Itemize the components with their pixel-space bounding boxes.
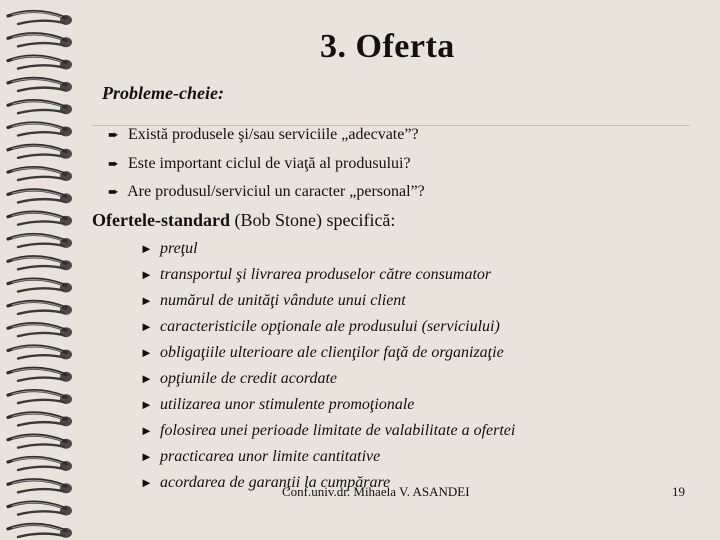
list-item — [140, 370, 337, 388]
spiral-binding — [0, 0, 90, 540]
question-2 — [108, 155, 411, 173]
binding-ring — [8, 123, 72, 137]
list-item — [140, 344, 504, 362]
triangle-right-icon: ► — [140, 371, 153, 386]
binding-ring — [8, 502, 72, 516]
list-item — [140, 266, 491, 284]
triangle-right-icon: ► — [140, 475, 153, 490]
list-item — [140, 448, 380, 466]
list-item — [140, 318, 500, 336]
slide-subtitle: Probleme-cheie: — [102, 83, 224, 103]
binding-ring — [8, 324, 72, 338]
binding-ring — [8, 368, 72, 382]
question-1 — [108, 126, 419, 144]
list-item-text: obligaţiile ulterioare ale clienţilor faţă de organizaţie — [160, 344, 504, 361]
binding-ring — [8, 413, 72, 427]
list-item-text: folosirea unei perioade limitate de valabilitate a ofertei — [160, 422, 516, 439]
binding-ring — [8, 346, 72, 360]
list-item-text: utilizarea unor stimulente promoţionale — [160, 396, 415, 413]
binding-ring — [8, 524, 72, 538]
binding-ring — [8, 145, 72, 159]
binding-ring — [8, 480, 72, 494]
binding-ring — [8, 301, 72, 315]
binding-ring — [8, 11, 72, 25]
arrow-right-icon: ➨ — [108, 127, 119, 142]
list-item-text: numărul de unităţi vândute unui client — [160, 292, 406, 309]
list-item-text: transportul şi livrarea produselor către consumator — [160, 266, 492, 283]
list-item-text: acordarea de garanţii la cumpărare — [160, 474, 391, 491]
slide-title: 3. Oferta — [320, 28, 455, 65]
binding-ring — [8, 56, 72, 70]
binding-ring — [8, 234, 72, 248]
question-text: Este important ciclul de viaţă al produsului? — [128, 155, 411, 172]
triangle-right-icon: ► — [140, 397, 153, 412]
binding-ring — [8, 257, 72, 271]
binding-ring — [8, 457, 72, 471]
binding-ring — [8, 435, 72, 449]
list-item-text: preţul — [160, 240, 198, 257]
triangle-right-icon: ► — [140, 241, 153, 256]
triangle-right-icon: ► — [140, 319, 153, 334]
heading-rest: (Bob Stone) specifică: — [229, 210, 396, 230]
question-text: Are produsul/serviciul un caracter „personal”? — [127, 183, 425, 200]
triangle-right-icon: ► — [140, 345, 153, 360]
list-item — [140, 396, 414, 414]
binding-ring — [8, 279, 72, 293]
footer-author: Conf.univ.dr. Mihaela V. ASANDEI — [282, 484, 470, 499]
triangle-right-icon: ► — [140, 423, 153, 438]
triangle-right-icon: ► — [140, 267, 153, 282]
question-3 — [108, 183, 425, 201]
binding-ring — [8, 168, 72, 182]
binding-ring — [8, 212, 72, 226]
binding-ring — [8, 101, 72, 115]
list-item-text: practicarea unor limite cantitative — [160, 448, 381, 465]
section-heading — [92, 210, 395, 231]
triangle-right-icon: ► — [140, 449, 153, 464]
binding-ring — [8, 78, 72, 92]
binding-ring — [8, 34, 72, 48]
arrow-right-icon: ➨ — [108, 184, 119, 199]
list-item — [140, 292, 406, 310]
list-item-text: opţiunile de credit acordate — [160, 370, 337, 387]
binding-ring — [8, 391, 72, 405]
list-item — [140, 422, 515, 440]
list-item — [140, 240, 198, 258]
page-number: 19 — [672, 484, 685, 499]
binding-ring — [8, 190, 72, 204]
triangle-right-icon: ► — [140, 293, 153, 308]
arrow-right-icon: ➨ — [108, 156, 119, 171]
question-text: Există produsele şi/sau serviciile „adecvate”? — [128, 126, 419, 143]
list-item-text: caracteristicile opţionale ale produsului (serviciului) — [160, 318, 500, 335]
heading-bold: Ofertele-standard — [92, 210, 230, 230]
